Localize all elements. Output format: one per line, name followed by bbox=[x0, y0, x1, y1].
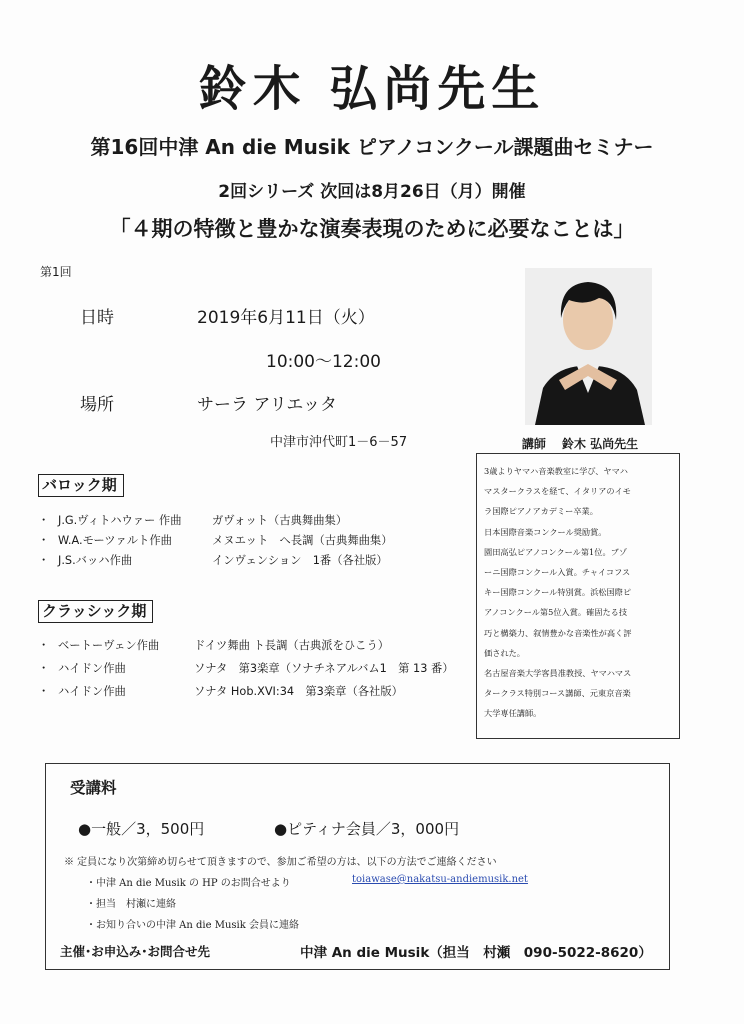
baroque-composer: J.S.バッハ作曲 bbox=[58, 554, 133, 567]
bio-line: キー国際コンクール特別賞。浜松国際ピ bbox=[484, 587, 632, 598]
contact-email-link[interactable]: toiawase@nakatsu-andiemusik.net bbox=[352, 874, 528, 885]
bio-line: ーニ国際コンクール入賞。チャイコフス bbox=[484, 567, 631, 578]
fee-note: ※ 定員になり次第締め切らせて頂きますので、参加ご希望の方は、以下の方法でご連絡ください bbox=[64, 857, 497, 868]
baroque-bullet: ・ bbox=[38, 534, 50, 547]
baroque-piece: ガヴォット（古典舞曲集） bbox=[212, 514, 348, 527]
page-title: 鈴木 弘尚先生 bbox=[198, 61, 546, 117]
classic-piece: ドイツ舞曲 ト長調（古典派をひこう） bbox=[194, 639, 390, 652]
classic-bullet: ・ bbox=[38, 662, 50, 675]
place-value: サーラ アリエッタ bbox=[197, 395, 338, 415]
classic-bullet: ・ bbox=[38, 685, 50, 698]
seminar-theme: 「４期の特徴と豊かな演奏表現のために必要なことは」 bbox=[109, 217, 635, 241]
classic-composer: ベートーヴェン作曲 bbox=[58, 639, 160, 652]
contact-method: ・中津 An die Musik の HP のお問合せより bbox=[86, 878, 291, 889]
baroque-heading: バロック期 bbox=[38, 474, 124, 497]
bio-line: タークラス特別コース講師、元東京音楽 bbox=[484, 688, 631, 699]
classic-composer: ハイドン作曲 bbox=[58, 685, 126, 698]
baroque-piece: メヌエット へ長調（古典舞曲集） bbox=[212, 534, 393, 547]
bio-line: アノコンクール第5位入賞。確固たる技 bbox=[484, 607, 628, 618]
contact-method: ・担当 村瀬に連絡 bbox=[86, 899, 176, 910]
bio-line: 日本国際音楽コンクール奨励賞。 bbox=[484, 526, 607, 537]
baroque-composer: J.G.ヴィトハウァー 作曲 bbox=[58, 514, 182, 527]
lecturer-photo bbox=[525, 268, 652, 425]
lecturer-bio bbox=[476, 453, 680, 739]
bio-line: 3歳よりヤマハ音楽教室に学び、ヤマハ bbox=[484, 466, 628, 476]
date-label: 日時 bbox=[80, 308, 114, 328]
organizer-label: 主催･お申込み･お問合せ先 bbox=[60, 944, 211, 959]
time-value: 10:00～12:00 bbox=[266, 352, 381, 372]
seminar-subtitle: 第16回中津 An die Musik ピアノコンクール課題曲セミナー bbox=[90, 135, 654, 159]
bio-line: 大学専任講師。 bbox=[484, 708, 542, 719]
bio-line: 園田高弘ピアノコンクール第1位。ブゾ bbox=[484, 546, 628, 557]
baroque-bullet: ・ bbox=[38, 514, 50, 527]
classic-bullet: ・ bbox=[38, 639, 50, 652]
series-note: 2回シリーズ 次回は8月26日（月）開催 bbox=[218, 182, 526, 202]
lecturer-caption: 講師 鈴木 弘尚先生 bbox=[521, 437, 639, 451]
contact-method: ・お知り合いの中津 An die Musik 会員に連絡 bbox=[86, 920, 299, 931]
baroque-bullet: ・ bbox=[38, 554, 50, 567]
bio-line: 巧と構築力、叙情豊かな音楽性が高く評 bbox=[484, 627, 632, 638]
baroque-piece: インヴェンション 1番（各社版） bbox=[212, 554, 388, 567]
bio-line: ラ国際ピアノアカデミー卒業。 bbox=[484, 506, 598, 517]
fee-box bbox=[45, 763, 670, 970]
classic-piece: ソナタ 第3楽章（ソナチネアルバム1 第 13 番） bbox=[194, 662, 454, 675]
place-label: 場所 bbox=[80, 395, 114, 415]
classic-heading: クラッシック期 bbox=[38, 600, 153, 623]
fee-member: ●ピティナ会員／3，000円 bbox=[274, 820, 460, 838]
date-value: 2019年6月11日（火） bbox=[197, 308, 375, 328]
fee-heading: 受講料 bbox=[70, 779, 117, 797]
classic-composer: ハイドン作曲 bbox=[58, 662, 126, 675]
session-label: 第1回 bbox=[40, 265, 72, 279]
address: 中津市沖代町1－6－57 bbox=[270, 435, 408, 450]
bio-line: 名古屋音楽大学客員准教授、ヤマハマス bbox=[484, 668, 632, 679]
classic-piece: ソナタ Hob.XVⅠ:34 第3楽章（各社版） bbox=[194, 685, 403, 698]
baroque-composer: W.A.モーツァルト作曲 bbox=[58, 534, 172, 547]
organizer-contact: 中津 An die Musik（担当 村瀬 090-5022-8620） bbox=[300, 945, 652, 961]
fee-general: ●一般／3，500円 bbox=[78, 820, 205, 838]
bio-line: マスタークラスを経て、イタリアのイモ bbox=[484, 486, 631, 497]
bio-line: 価された。 bbox=[484, 647, 525, 658]
